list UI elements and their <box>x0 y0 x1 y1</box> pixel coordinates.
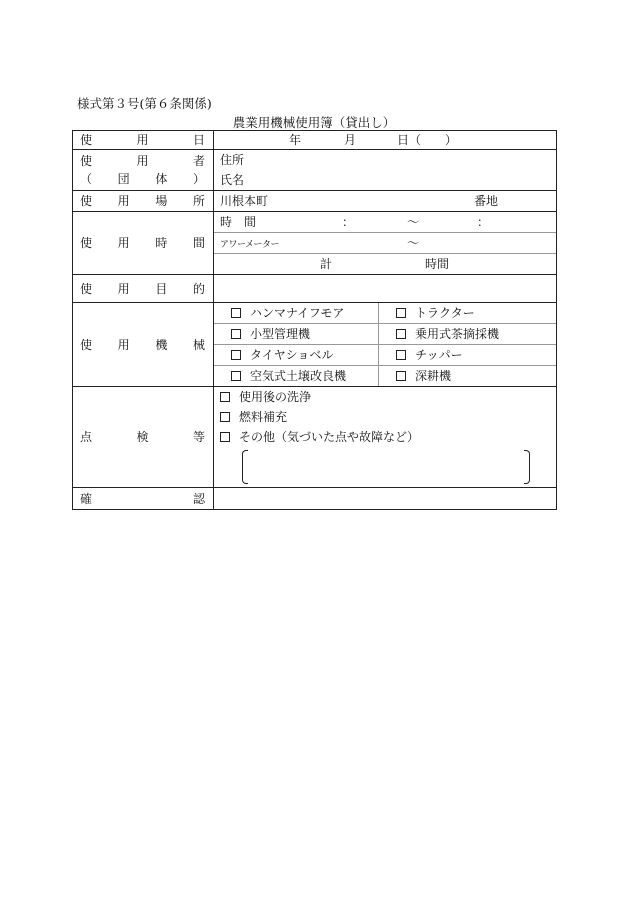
row-usage-time <box>73 212 557 275</box>
town-label: 川根本町 <box>220 194 269 208</box>
hour-meter-line <box>214 233 556 254</box>
hours-label: 時間 <box>425 257 450 271</box>
field-user[interactable] <box>214 150 557 191</box>
jikan-label: 時 間 <box>220 215 257 229</box>
field-purpose[interactable] <box>214 275 557 303</box>
colon-end: ： <box>477 215 490 229</box>
label-usage-date: 使 用 日 <box>73 131 214 150</box>
checkbox[interactable] <box>220 412 230 422</box>
row-place <box>73 191 557 212</box>
weekday-label: （ ） <box>409 133 458 147</box>
label-user: 使 用 者 （ 団 体 ） <box>73 150 214 191</box>
hour-meter-label: アワーメーター <box>220 240 280 250</box>
machine-option-pneumatic-soil-improver[interactable]: 空気式土壌改良機 <box>214 366 379 386</box>
name-label: 氏名 <box>220 173 245 187</box>
field-confirm[interactable] <box>214 488 557 510</box>
machine-option-small-cultivator[interactable]: 小型管理機 <box>214 324 379 344</box>
month-label: 月 <box>344 133 357 147</box>
time-range-line <box>214 212 556 233</box>
tilde-meter: ～ <box>407 236 420 250</box>
check-refuel[interactable]: 燃料補充 <box>214 407 556 427</box>
checkbox[interactable] <box>396 329 406 339</box>
label-place: 使 用 場 所 <box>73 191 214 212</box>
banchi-label: 番地 <box>474 194 499 208</box>
machine-option-tea-harvester[interactable]: 乗用式茶摘採機 <box>379 324 556 344</box>
checkbox[interactable] <box>396 371 406 381</box>
row-machines <box>73 303 557 387</box>
document-title: 農業用機械使用簿（貸出し） <box>232 115 396 130</box>
checkbox[interactable] <box>220 392 230 402</box>
form-code: 様式第３号(第６条関係) <box>77 96 212 111</box>
machine-row <box>214 366 556 386</box>
label-inspection: 点 検 等 <box>73 387 214 488</box>
label-purpose: 使 用 目 的 <box>73 275 214 303</box>
row-purpose <box>73 275 557 303</box>
field-usage-time[interactable] <box>214 212 557 275</box>
machine-row <box>214 345 556 366</box>
machine-option-tractor[interactable]: トラクター <box>379 303 556 323</box>
machine-option-chipper[interactable]: チッパー <box>379 345 556 365</box>
usage-form-table <box>72 130 557 510</box>
tilde-time: ～ <box>407 215 420 229</box>
field-place[interactable] <box>214 191 557 212</box>
label-machines: 使 用 機 械 <box>73 303 214 387</box>
total-line <box>214 254 556 274</box>
row-usage-date <box>73 131 557 150</box>
machine-option-hammer-knife-mower[interactable]: ハンマナイフモア <box>214 303 379 323</box>
machine-option-wheel-loader[interactable]: タイヤショベル <box>214 345 379 365</box>
row-confirm <box>73 488 557 510</box>
row-inspection <box>73 387 557 488</box>
day-label: 日 <box>397 133 410 147</box>
row-user <box>73 150 557 191</box>
total-label: 計 <box>320 257 333 271</box>
machine-option-deep-plow[interactable]: 深耕機 <box>379 366 556 386</box>
address-label: 住所 <box>220 153 245 167</box>
checkbox[interactable] <box>396 308 406 318</box>
checkbox[interactable] <box>396 350 406 360</box>
year-label: 年 <box>289 133 302 147</box>
field-machines <box>214 303 557 387</box>
field-inspection <box>214 387 557 488</box>
field-usage-date[interactable] <box>214 131 557 150</box>
checkbox[interactable] <box>220 432 230 442</box>
colon-start: ： <box>342 215 355 229</box>
check-other[interactable]: その他（気づいた点や故障など） <box>214 427 556 447</box>
checkbox[interactable] <box>231 371 241 381</box>
check-wash[interactable]: 使用後の洗浄 <box>214 387 556 407</box>
notes-bracket-field[interactable] <box>242 450 530 484</box>
checkbox[interactable] <box>231 350 241 360</box>
machine-row <box>214 324 556 345</box>
checkbox[interactable] <box>231 308 241 318</box>
checkbox[interactable] <box>231 329 241 339</box>
label-confirm: 確 認 <box>73 488 214 510</box>
label-usage-time: 使 用 時 間 <box>73 212 214 275</box>
machine-row <box>214 303 556 324</box>
